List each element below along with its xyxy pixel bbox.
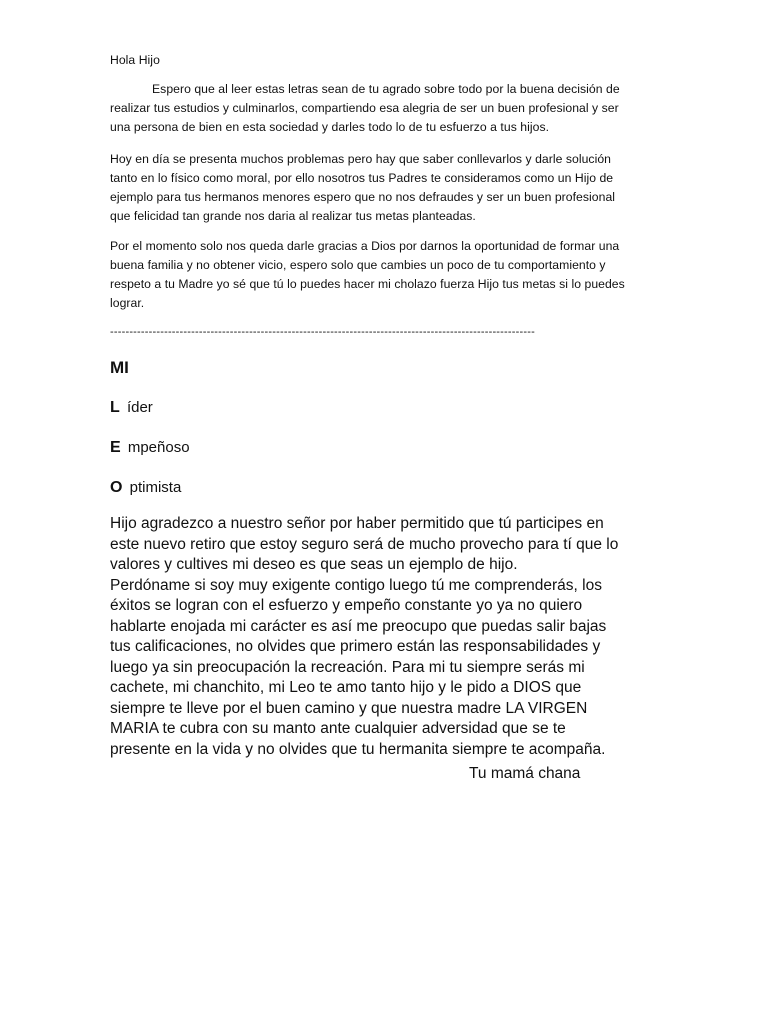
acrostic-letter: E <box>110 439 121 456</box>
separator-line: -------------------------------------------------------------------------------------------------------------- <box>110 326 535 338</box>
acrostic-line-l <box>110 397 153 419</box>
acrostic-title: MI <box>110 358 129 377</box>
message-body <box>110 514 670 760</box>
paragraph-line: que felicidad tan grande nos daria al realizar tus metas planteadas. <box>110 209 476 223</box>
acrostic-word: ptimista <box>129 479 182 496</box>
greeting: Hola Hijo <box>110 53 160 67</box>
paragraph-line: ejemplo para tus hermanos menores espero que no nos defraudes y ser un buen profesional <box>110 190 616 204</box>
paragraph-line: realizar tus estudios y culminarlos, compartiendo esa alegria de ser un buen profesional y ser <box>110 101 619 115</box>
signature: Tu mamá chana <box>469 765 581 782</box>
acrostic-word: íder <box>126 399 153 416</box>
message-line: Perdóname si soy muy exigente contigo luego tú me comprenderás, los <box>110 576 602 594</box>
message-line: este nuevo retiro que estoy seguro será de mucho provecho para tí que lo <box>110 535 619 553</box>
paragraph-line: Espero que al leer estas letras sean de tu agrado sobre todo por la buena decisión de <box>152 82 620 96</box>
paragraph-line: Por el momento solo nos queda darle gracias a Dios por darnos la oportunidad de formar una <box>110 239 620 253</box>
paragraph-line: lograr. <box>110 296 145 310</box>
acrostic-word: mpeñoso <box>127 439 190 456</box>
message-line: cachete, mi chanchito, mi Leo te amo tanto hijo y le pido a DIOS que <box>110 679 582 696</box>
message-line: MARIA te cubra con su manto ante cualquier adversidad que se te <box>110 720 566 737</box>
message-line: siempre te lleve por el buen camino y que nuestra madre LA VIRGEN <box>110 699 588 717</box>
acrostic-letter: L <box>110 399 120 416</box>
paragraph-line: respeto a tu Madre yo sé que tú lo puedes hacer mi cholazo fuerza Hijo tus metas si lo puedes <box>110 277 625 291</box>
message-line: hablarte enojada mi carácter es así me preocupo que puedas salir bajas <box>110 617 607 635</box>
acrostic-line-e <box>110 437 190 459</box>
acrostic-letter: O <box>110 479 123 496</box>
message-line: éxitos se logran con el esfuerzo y empeño constante yo ya no quiero <box>110 597 583 614</box>
paragraph-line: tanto en lo físico como moral, por ello nosotros tus Padres te consideramos como un Hijo de <box>110 171 614 185</box>
message-line: presente en la vida y no olvides que tu hermanita siempre te acompaña. <box>110 740 606 758</box>
paragraph-3 <box>110 237 655 313</box>
acrostic-line-o <box>110 477 181 499</box>
paragraph-line: buena familia y no obtener vicio, espero solo que cambies un poco de tu comportamiento y <box>110 258 606 272</box>
paragraph-1 <box>110 80 655 137</box>
message-line: luego ya sin preocupación la recreación. Para mi tu siempre serás mi <box>110 658 585 676</box>
paragraph-2 <box>110 150 655 226</box>
paragraph-line: Hoy en día se presenta muchos problemas pero hay que saber conllevarlos y darle solución <box>110 152 611 166</box>
message-line: Hijo agradezco a nuestro señor por haber permitido que tú participes en <box>110 515 604 532</box>
paragraph-line: una persona de bien en esta sociedad y darles todo lo de tu esfuerzo a tus hijos. <box>110 120 550 134</box>
message-line: tus calificaciones, no olvides que primero están las responsabilidades y <box>110 638 601 655</box>
message-line: valores y cultives mi deseo es que seas un ejemplo de hijo. <box>110 556 518 573</box>
